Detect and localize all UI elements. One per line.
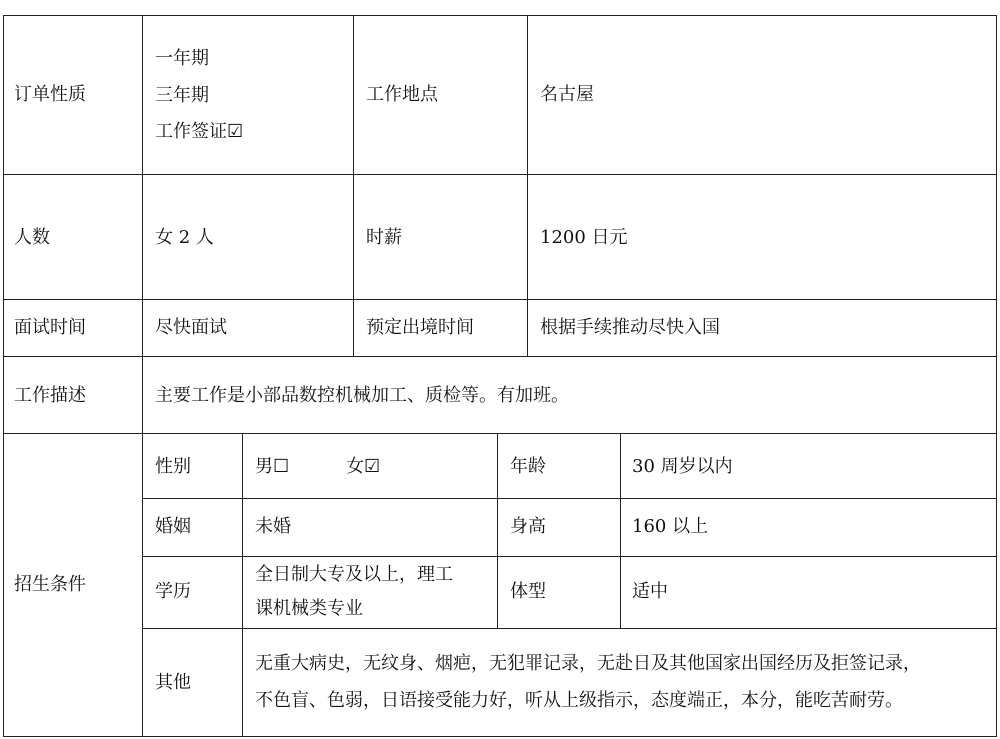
- order-option-work-visa: 工作签证☑: [155, 121, 244, 142]
- gender-label: 性别: [155, 456, 191, 477]
- column-divider: [142, 15, 143, 737]
- marriage-value: 未婚: [255, 516, 291, 537]
- height-label: 身高: [510, 516, 546, 537]
- gender-male-option: 男☐: [255, 456, 290, 477]
- hourly-wage-label: 时薪: [366, 227, 402, 248]
- job-description-label: 工作描述: [14, 385, 86, 406]
- column-divider: [527, 15, 528, 356]
- row-divider: [3, 299, 997, 300]
- sub-row-divider: [142, 556, 997, 557]
- age-label: 年龄: [510, 456, 546, 477]
- gender-female-option: 女☑: [346, 456, 381, 477]
- requirements-label: 招生条件: [14, 574, 86, 595]
- headcount-value: 女 2 人: [155, 227, 214, 248]
- body-type-value: 适中: [632, 581, 668, 602]
- age-value: 30 周岁以内: [632, 456, 733, 477]
- height-value: 160 以上: [632, 516, 709, 537]
- order-option-one-year: 一年期: [155, 48, 209, 69]
- table-border-bottom: [3, 736, 997, 737]
- body-type-label: 体型: [510, 581, 546, 602]
- column-divider: [242, 433, 243, 737]
- sub-row-divider: [142, 628, 997, 629]
- interview-time-label: 面试时间: [14, 317, 86, 338]
- other-value-line2: 不色盲、色弱，日语接受能力好，听从上级指示，态度端正，本分，能吃苦耐劳。: [255, 690, 903, 711]
- education-value-line2: 课机械类专业: [255, 598, 363, 619]
- column-divider: [620, 433, 621, 628]
- row-divider: [3, 433, 997, 434]
- order-option-three-year: 三年期: [155, 85, 209, 106]
- work-location-value: 名古屋: [540, 84, 594, 105]
- other-value-line1: 无重大病史，无纹身、烟疤，无犯罪记录，无赴日及其他国家出国经历及拒签记录，: [255, 653, 921, 674]
- departure-time-label: 预定出境时间: [366, 317, 474, 338]
- row-divider: [3, 174, 997, 175]
- education-value-line1: 全日制大专及以上，理工: [255, 564, 453, 585]
- row-divider: [3, 356, 997, 357]
- column-divider: [497, 433, 498, 628]
- table-border-top: [3, 15, 997, 16]
- order-type-label: 订单性质: [14, 84, 86, 105]
- table-border-right: [996, 15, 997, 737]
- column-divider: [353, 15, 354, 356]
- interview-time-value: 尽快面试: [155, 317, 227, 338]
- departure-time-value: 根据手续推动尽快入国: [540, 317, 720, 338]
- sub-row-divider: [142, 498, 997, 499]
- work-location-label: 工作地点: [366, 84, 438, 105]
- other-label: 其他: [155, 672, 191, 693]
- hourly-wage-value: 1200 日元: [540, 227, 628, 248]
- job-description-value: 主要工作是小部品数控机械加工、质检等。有加班。: [155, 385, 569, 406]
- education-label: 学历: [155, 581, 191, 602]
- headcount-label: 人数: [14, 227, 50, 248]
- marriage-label: 婚姻: [155, 516, 191, 537]
- table-border-left: [3, 15, 4, 737]
